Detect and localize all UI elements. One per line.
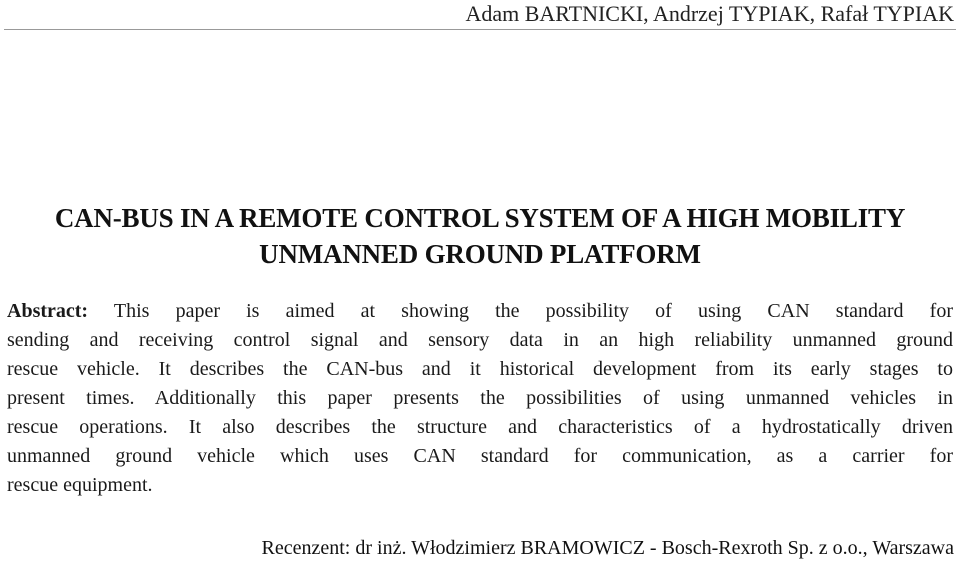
abstract-line-3: rescue vehicle. It describes the CAN-bus and it historical development from its early stages to xyxy=(7,358,953,380)
abstract-text-1: This paper is aimed at showing the possibility of using CAN standard for xyxy=(113,300,953,322)
abstract-line-7: rescue equipment. xyxy=(7,474,153,496)
abstract-section xyxy=(7,297,953,500)
abstract-line-6: unmanned ground vehicle which uses CAN standard for communication, as a carrier for xyxy=(7,445,953,467)
abstract-line-4: present times. Additionally this paper presents the possibilities of using unmanned vehicles in xyxy=(7,387,953,409)
abstract-line-5: rescue operations. It also describes the structure and characteristics of a hydrostatically driven xyxy=(7,416,953,438)
abstract-line-1 xyxy=(7,297,953,326)
header-divider xyxy=(4,29,956,30)
abstract-label: Abstract: xyxy=(7,300,89,322)
paper-title-line-2: UNMANNED GROUND PLATFORM xyxy=(259,239,701,269)
paper-title-line-1: CAN-BUS IN A REMOTE CONTROL SYSTEM OF A HIGH MOBILITY xyxy=(54,203,906,233)
abstract-line-2: sending and receiving control signal and sensory data in an high reliability unmanned ground xyxy=(7,329,953,351)
reviewer-note: Recenzent: dr inż. Włodzimierz BRAMOWICZ - Bosch-Rexroth Sp. z o.o., Warszawa xyxy=(261,537,954,559)
running-header-authors: Adam BARTNICKI, Andrzej TYPIAK, Rafał TYPIAK xyxy=(465,1,954,26)
paper-title xyxy=(0,200,960,272)
